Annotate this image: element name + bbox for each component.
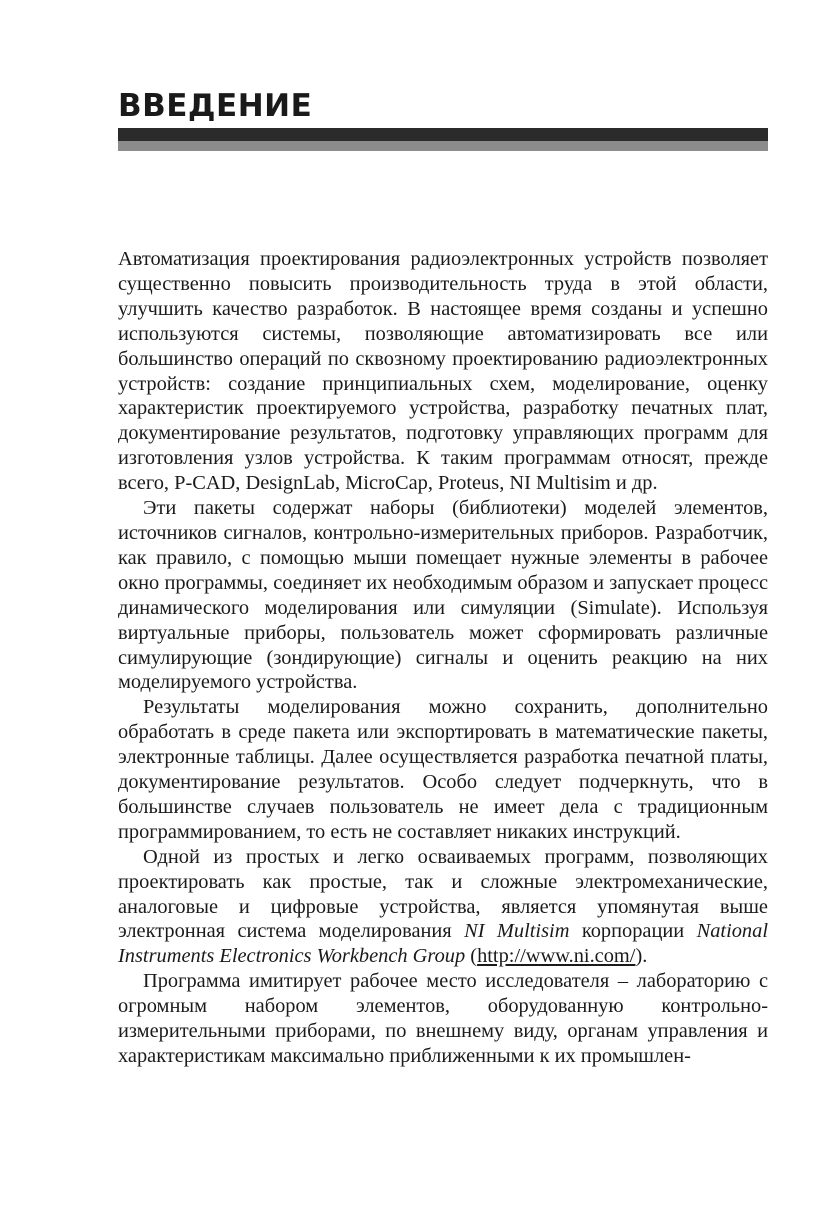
paragraph-1: Автоматизация проектирования радиоэлектронных устройств позволяет существенно повысить производительность труда в этой области, улучшить качество разработок. В настоящее время созданы и успешно используются системы, позволяющие автоматизировать все или большинство операций по сквозному проектированию радиоэлектронных устройств: создание принципиальных схем, моделирование, оценку характеристик проектируемого устройства, разработку печатных плат, документирование результатов, подготовку управляющих программ для изготовления узлов устройства. К таким программам относят, прежде всего, P-CAD, DesignLab, MicroCap, Proteus, NI Multisim и др.: [118, 248, 768, 495]
paragraph-3: Результаты моделирования можно сохранить, дополнительно обработать в среде пакета или экспортировать в математические пакеты, электронные таблицы. Далее осуществляется разработка печатной платы, документирование результатов. Особо следует подчеркнуть, что в большинстве случаев пользователь не имеет дела с традиционным программированием, то есть не составляет никаких инструкций.: [118, 696, 768, 843]
paragraph-4-paren-open: (: [465, 945, 478, 968]
paragraph-2: Эти пакеты содержат наборы (библиотеки) моделей элементов, источников сигналов, контрольно-измерительных приборов. Разработчик, как правило, с помощью мыши помещает нужные элементы в рабочее окно программы, соединяет их необходимым образом и запускает процесс динамического моделирования или симуляции (Simulate). Используя виртуальные приборы, пользователь может сформировать различные симулирующие (зондирующие) сигналы и оценить реакцию на них моделируемого устройства.: [118, 497, 768, 694]
paragraph-5: Программа имитирует рабочее место исследователя – лабораторию с огромным набором элементов, оборудованную контрольно-измерительными приборами, по внешнему виду, органам управления и характеристикам максимально приближенными к их промышлен-: [118, 970, 768, 1067]
paragraph-4-text-middle: корпорации: [569, 920, 697, 943]
chapter-title: ВВЕДЕНИЕ: [118, 88, 313, 124]
paragraph-4-text-before: Одной из простых и легко осваиваемых программ, позволяющих проектировать как простые, так и сложные электромеханические, аналоговые и цифровые устройства, является упомянутая выше электронная система моделирования: [118, 845, 768, 943]
paragraph-4: [118, 845, 768, 970]
product-name: NI Multisim: [464, 920, 570, 943]
ni-website-link[interactable]: http://www.ni.com/: [477, 945, 636, 968]
paragraph-4-text-after: ).: [635, 945, 648, 968]
body-text: [118, 247, 768, 1069]
company-name: National Instruments Electronics Workbench Group: [118, 920, 768, 968]
title-rule-gray: [118, 141, 768, 151]
title-rule-dark: [118, 128, 768, 141]
